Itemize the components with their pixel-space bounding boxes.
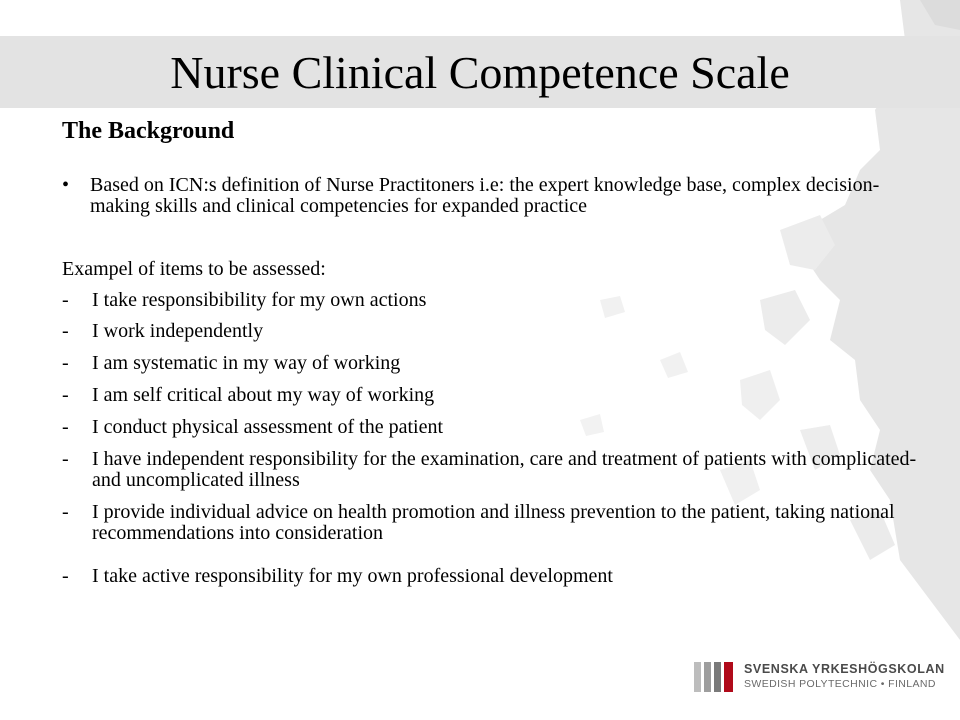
list-item — [62, 385, 922, 406]
bullet-marker: • — [62, 174, 70, 196]
logo-name: SVENSKA YRKESHÖGSKOLAN — [744, 662, 945, 676]
logo-bar — [714, 662, 721, 692]
list-item — [62, 566, 922, 587]
list-item-text: I take responsibibility for my own actions — [92, 289, 427, 311]
logo-bar — [704, 662, 711, 692]
list-item-text: I am self critical about my way of working — [92, 384, 435, 406]
list-marker: - — [62, 448, 69, 470]
background-bullet — [62, 175, 902, 217]
list-item — [62, 321, 922, 342]
list-marker: - — [62, 565, 69, 587]
list-item-text: I am systematic in my way of working — [92, 352, 401, 374]
logo-bar — [694, 662, 701, 692]
bullet-text: Based on ICN:s definition of Nurse Practitoners i.e: the expert knowledge base, complex decision-making skills and clinical competencies for expanded practice — [90, 174, 880, 217]
list-marker: - — [62, 416, 69, 438]
slide-title: Nurse Clinical Competence Scale — [170, 47, 790, 98]
list-marker: - — [62, 501, 69, 523]
list-item — [62, 449, 922, 491]
items-intro: Exampel of items to be assessed: — [62, 258, 326, 280]
list-item — [62, 290, 922, 311]
list-item-text: I provide individual advice on health promotion and illness prevention to the patient, taking national recommendations into consideration — [92, 501, 895, 544]
list-item-text: I take active responsibility for my own professional development — [92, 565, 613, 587]
list-item — [62, 417, 922, 438]
list-item — [62, 353, 922, 374]
list-item-text: I have independent responsibility for the examination, care and treatment of patients with complicated- and uncomplicated illness — [92, 448, 917, 491]
list-marker: - — [62, 384, 69, 406]
section-subtitle: The Background — [62, 118, 235, 144]
logo-mark — [694, 662, 738, 692]
list-marker: - — [62, 289, 69, 311]
list-marker: - — [62, 320, 69, 342]
list-item-text: I work independently — [92, 320, 264, 342]
list-marker: - — [62, 352, 69, 374]
list-item — [62, 502, 922, 544]
list-item-text: I conduct physical assessment of the patient — [92, 416, 444, 438]
logo-bar-accent — [724, 662, 733, 692]
logo-tagline: SWEDISH POLYTECHNIC • FINLAND — [744, 678, 936, 690]
